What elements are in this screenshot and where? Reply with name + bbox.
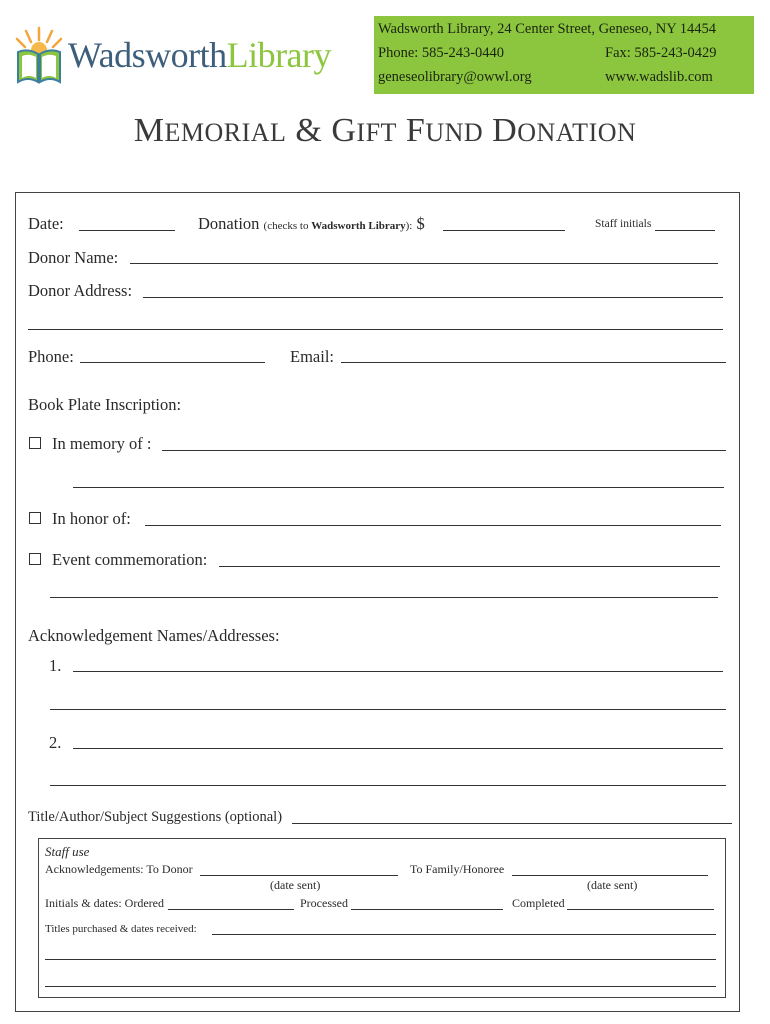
contact-info-box	[374, 16, 754, 94]
in-memory-checkbox[interactable]	[29, 437, 41, 449]
in-memory-field-2[interactable]	[73, 487, 724, 488]
ack-donor-date-field[interactable]	[200, 875, 398, 876]
phone-label: Phone:	[28, 347, 74, 366]
phone-field[interactable]	[80, 362, 265, 363]
library-logo-icon	[14, 22, 64, 86]
completed-field[interactable]	[567, 909, 714, 910]
donor-address-field[interactable]	[143, 297, 723, 298]
donor-name-label: Donor Name:	[28, 248, 119, 267]
suggestions-field[interactable]	[292, 823, 732, 824]
ack-2-field-2[interactable]	[50, 785, 726, 786]
ack-donor-label: Acknowledgements: To Donor	[45, 862, 193, 876]
ack-1-number: 1.	[49, 656, 62, 675]
date-field[interactable]	[79, 230, 175, 231]
ack-1-field-2[interactable]	[50, 709, 726, 710]
event-field[interactable]	[219, 566, 720, 567]
in-memory-field[interactable]	[162, 450, 726, 451]
titles-purchased-field-3[interactable]	[45, 986, 716, 987]
donor-address-label: Donor Address:	[28, 281, 133, 300]
processed-field[interactable]	[351, 909, 503, 910]
contact-email: geneseolibrary@owwl.org	[378, 69, 532, 85]
ack-1-field[interactable]	[73, 671, 723, 672]
titles-purchased-field-2[interactable]	[45, 959, 716, 960]
email-label: Email:	[290, 347, 334, 366]
ack-2-field[interactable]	[73, 748, 723, 749]
staff-use-heading: Staff use	[45, 844, 90, 859]
event-checkbox[interactable]	[29, 553, 41, 565]
in-honor-checkbox[interactable]	[29, 512, 41, 524]
contact-web: www.wadslib.com	[605, 69, 713, 85]
processed-label: Processed	[300, 896, 348, 910]
titles-purchased-field[interactable]	[212, 934, 716, 935]
event-label: Event commemoration:	[52, 550, 208, 569]
book-plate-label: Book Plate Inscription:	[28, 395, 182, 414]
titles-purchased-label: Titles purchased & dates received:	[45, 923, 197, 935]
donation-amount-field[interactable]	[443, 230, 565, 231]
donation-label: Donation (checks to Wadsworth Library): $	[198, 214, 425, 233]
donor-address-field-2[interactable]	[28, 329, 723, 330]
ack-label: Acknowledgement Names/Addresses:	[28, 626, 280, 645]
event-field-2[interactable]	[50, 597, 718, 598]
to-family-label: To Family/Honoree	[410, 862, 505, 876]
in-memory-label: In memory of :	[52, 434, 152, 453]
page-title: MEMORIAL & GIFT FUND DONATION	[133, 112, 637, 149]
date-sent-hint-1: (date sent)	[270, 878, 321, 892]
library-logo-text: WadsworthLibrary	[68, 35, 332, 75]
initials-ordered-label: Initials & dates: Ordered	[45, 896, 164, 910]
donor-name-field[interactable]	[130, 263, 718, 264]
date-label: Date:	[28, 214, 64, 233]
to-family-date-field[interactable]	[512, 875, 708, 876]
in-honor-field[interactable]	[145, 525, 721, 526]
date-sent-hint-2: (date sent)	[587, 878, 638, 892]
completed-label: Completed	[512, 896, 565, 910]
suggestions-label: Title/Author/Subject Suggestions (optional)	[28, 809, 283, 825]
in-honor-label: In honor of:	[52, 509, 131, 528]
staff-initials-label: Staff initials	[595, 218, 652, 230]
contact-fax: Fax: 585-243-0429	[605, 45, 717, 61]
email-field[interactable]	[341, 362, 726, 363]
ack-2-number: 2.	[49, 733, 62, 752]
contact-address: Wadsworth Library, 24 Center Street, Geneseo, NY 14454	[378, 21, 717, 37]
staff-initials-field[interactable]	[655, 230, 715, 231]
contact-phone: Phone: 585-243-0440	[378, 45, 505, 61]
ordered-field[interactable]	[168, 909, 294, 910]
